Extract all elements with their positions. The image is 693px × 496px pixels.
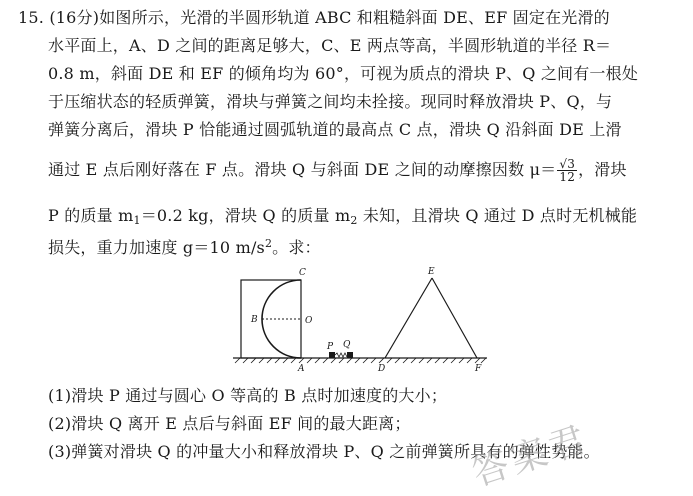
label-e: E — [428, 267, 435, 277]
label-p: P — [327, 342, 334, 352]
label-a: A — [298, 364, 305, 374]
part-3: (3)弹簧对滑块 Q 的冲量大小和释放滑块 P、Q 之前弹簧所具有的弹性势能。 — [48, 442, 600, 461]
incline-ef — [432, 278, 477, 358]
physics-diagram — [225, 264, 495, 374]
question-line-8: 损失，重力加速度 g＝10 $m/s^2$。求： — [48, 237, 321, 257]
question-line-6: 通过 E 点后刚好落在 F 点。滑块 Q 与斜面 DE 之间的动摩擦因数 μ＝ $\frac{√3}{12}$ ，滑块 — [48, 157, 627, 184]
label-c: C — [299, 268, 306, 278]
label-q: Q — [343, 340, 351, 350]
block-p — [329, 352, 335, 358]
label-o: O — [305, 316, 313, 326]
part-1: (1)滑块 P 通过与圆心 O 等高的 B 点时加速度的大小； — [48, 386, 448, 405]
block-q — [347, 352, 353, 358]
question-line-7: P 的质量 $m_1=0.2$ kg，滑块 Q 的质量 $m_2$ 未知，且滑块 Q 通过 D 点时无机械能 — [48, 206, 638, 227]
question-line-2: 水平面上，A、D 之间的距离足够大，C、E 两点等高，半圆形轨道的半径 R＝ — [48, 36, 612, 55]
question-line-1: 15. (16分)如图所示，光滑的半圆形轨道 ABC 和粗糙斜面 DE、EF 固定在光滑的 — [18, 8, 610, 27]
label-f: F — [475, 364, 482, 374]
ground-hatch — [235, 358, 486, 363]
incline-de — [385, 278, 432, 358]
label-b: B — [251, 315, 258, 325]
question-number: 15. (16分) — [18, 8, 100, 27]
label-d: D — [378, 364, 386, 374]
spring — [335, 353, 347, 357]
mu-fraction: $\frac{√3}{12}$ — [559, 157, 576, 184]
question-line-3: 0.8 m，斜面 DE 和 EF 的倾角均为 60°，可视为质点的滑块 P、Q 之间有一根处 — [48, 64, 639, 83]
watermark: 答案君 — [467, 418, 595, 495]
question-line-5: 弹簧分离后，滑块 P 恰能通过圆弧轨道的最高点 C 点，滑块 Q 沿斜面 DE 上滑 — [48, 120, 622, 139]
part-2: (2)滑块 Q 离开 E 点后与斜面 EF 间的最大距离； — [48, 414, 411, 433]
question-line-4: 于压缩状态的轻质弹簧，滑块与弹簧之间均未拴接。现同时释放滑块 P、Q，与 — [48, 92, 613, 111]
